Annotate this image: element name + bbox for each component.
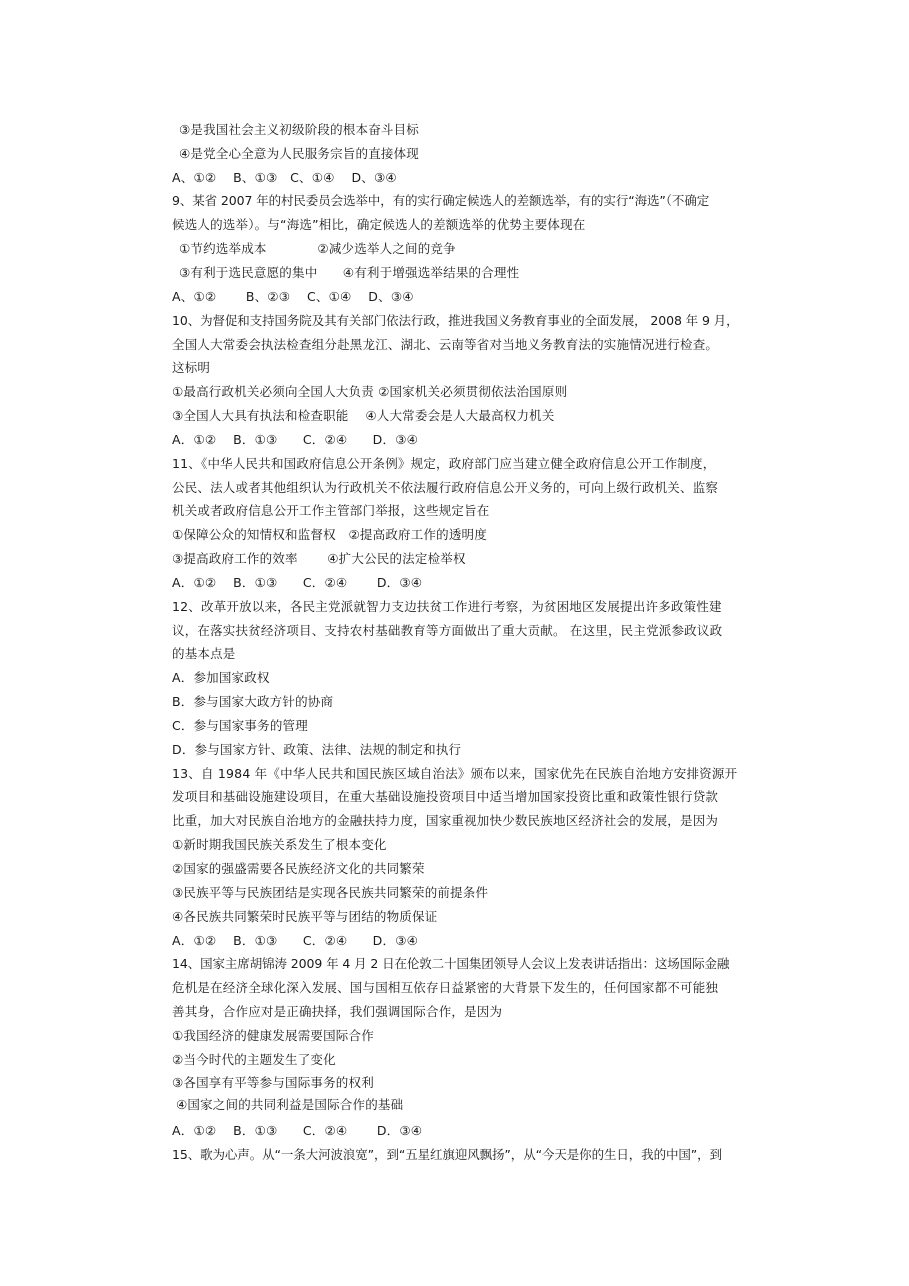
text-line: ④国家之间的共同利益是国际合作的基础 — [176, 1097, 404, 1112]
text-line: ③各国享有平等参与国际事务的权利 — [172, 1075, 374, 1090]
question-14: 14、国家主席胡锦涛 2009 年 4 月 2 日在伦敦二十国集团领导人会议上发表讲话指出：这场国际金融 — [172, 956, 730, 971]
text-line: ③民族平等与民族团结是实现各民族共同繁荣的前提条件 — [172, 885, 489, 900]
text-line: ③全国人大具有执法和检查职能 ④人大常委会是人大最高权力机关 — [172, 408, 555, 423]
text-line: ④各民族共同繁荣时民族平等与团结的物质保证 — [172, 909, 438, 924]
text-line: 公民、法人或者其他组织认为行政机关不依法履行政府信息公开义务的，可向上级行政机关、监察 — [172, 480, 719, 495]
text-line: ①最高行政机关必须向全国人大负责 ②国家机关必须贯彻依法治国原则 — [172, 384, 568, 399]
text-line: C．参与国家事务的管理 — [172, 718, 308, 733]
question-9: 9、某省 2007 年的村民委员会选举中，有的实行确定候选人的差额选举，有的实行“海选”（不确定 — [172, 193, 710, 208]
text-line: 机关或者政府信息公开工作主管部门举报，这些规定旨在 — [172, 503, 490, 518]
question-15: 15、歌为心声。从“一条大河波浪宽”，到“五星红旗迎风飘扬”，从“今天是你的生日，我的中国”，到 — [172, 1147, 722, 1162]
question-11: 11、《中华人民共和国政府信息公开条例》规定，政府部门应当建立健全政府信息公开工作制度， — [172, 456, 716, 471]
text-line: ①节约选举成本 ②减少选举人之间的竞争 — [179, 241, 456, 256]
text-line: 候选人的选举）。与“海选”相比，确定候选人的差额选举的优势主要体现在 — [172, 217, 586, 232]
text-line: 善其身，合作应对是正确抉择，我们强调国际合作，是因为 — [172, 1004, 503, 1019]
text-line: ②国家的强盛需要各民族经济文化的共同繁荣 — [172, 861, 425, 876]
text-line: ③有利于选民意愿的集中 ④有利于增强选举结果的合理性 — [179, 265, 520, 280]
text-line: D．参与国家方针、政策、法律、法规的制定和执行 — [172, 742, 462, 757]
text-line: A．参加国家政权 — [172, 670, 270, 685]
text-line: ④是党全心全意为人民服务宗旨的直接体现 — [179, 146, 420, 161]
text-line: 全国人大常委会执法检查组分赴黑龙江、湖北、云南等省对当地义务教育法的实施情况进行检查。 — [172, 337, 719, 352]
text-line: 这标明 — [172, 360, 211, 375]
text-line: ③提高政府工作的效率 ④扩大公民的法定检举权 — [172, 551, 466, 566]
text-line: ①新时期我国民族关系发生了根本变化 — [172, 837, 387, 852]
text-line: B．参与国家大政方针的协商 — [172, 694, 334, 709]
answer-options: A、①② B、②③ C、①④ D、③④ — [172, 289, 414, 304]
text-line: 发项目和基础设施建设项目，在重大基础设施投资项目中适当增加国家投资比重和政策性银行贷款 — [172, 789, 719, 804]
text-line: 比重，加大对民族自治地方的金融扶持力度，国家重视加快少数民族地区经济社会的发展，是因为 — [172, 813, 719, 828]
text-line: 议，在落实扶贫经济项目、支持农村基础教育等方面做出了重大贡献。 在这里，民主党派参政议政 — [172, 623, 723, 638]
text-line: ②当今时代的主题发生了变化 — [172, 1052, 336, 1067]
answer-options: A、①② B、①③ C、①④ D、③④ — [172, 170, 397, 185]
answer-options: A．①② B．①③ C．②④ D．③④ — [172, 933, 419, 948]
question-10: 10、为督促和支持国务院及其有关部门依法行政，推进我国义务教育事业的全面发展， 2008 年 9 月， — [172, 313, 739, 328]
answer-options: A．①② B．①③ C．②④ D．③④ — [172, 432, 419, 447]
text-line: ③是我国社会主义初级阶段的根本奋斗目标 — [179, 122, 420, 137]
text-line: ①保障公众的知情权和监督权 ②提高政府工作的透明度 — [172, 527, 487, 542]
text-line: 危机是在经济全球化深入发展、国与国相互依存日益紧密的大背景下发生的，任何国家都不可能独 — [172, 980, 719, 995]
answer-options: A．①② B．①③ C．②④ D．③④ — [172, 575, 423, 590]
question-13: 13、自 1984 年《中华人民共和国民族区域自治法》颁布以来，国家优先在民族自治地方安排资源开 — [172, 766, 738, 781]
text-line: ①我国经济的健康发展需要国际合作 — [172, 1028, 374, 1043]
text-line: 的基本点是 — [172, 646, 236, 661]
answer-options: A．①② B．①③ C．②④ D．③④ — [172, 1123, 423, 1138]
question-12: 12、改革开放以来，各民主党派就智力支边扶贫工作进行考察，为贫困地区发展提出许多政策性建 — [172, 599, 722, 614]
